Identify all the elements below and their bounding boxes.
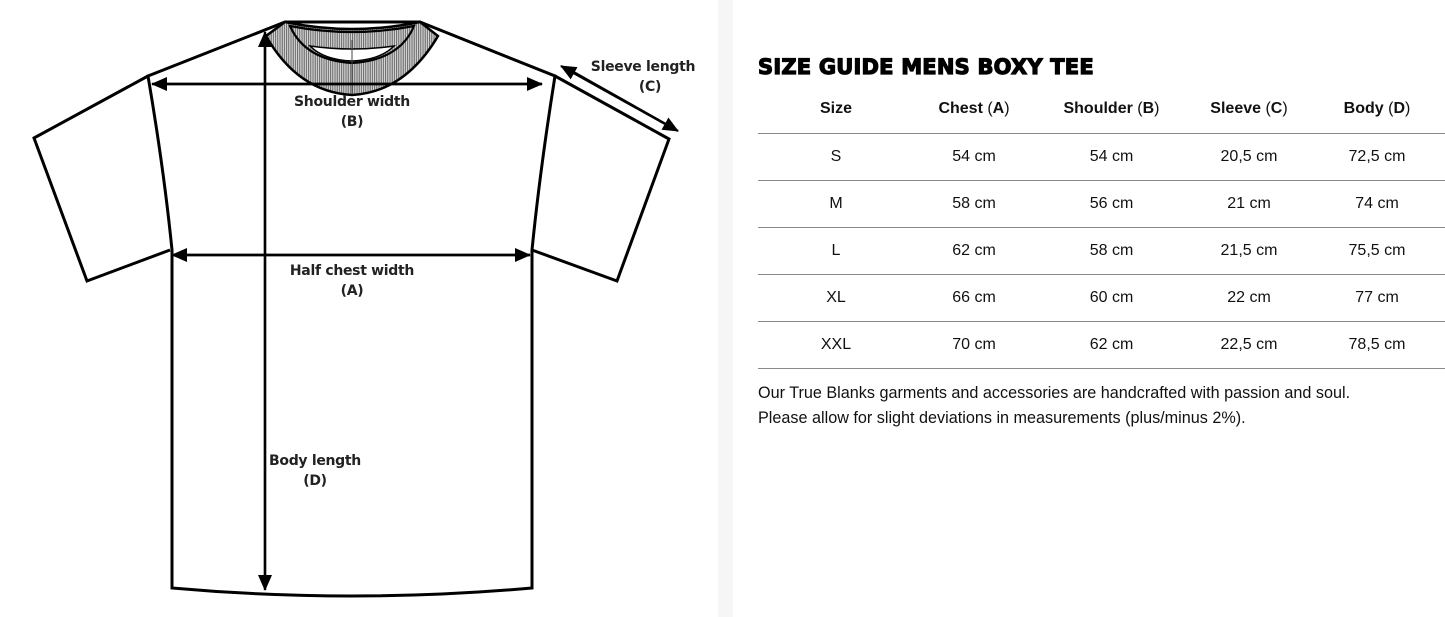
cell-chest: 54 cm [914, 133, 1034, 180]
panel-divider [718, 0, 733, 617]
note-line-1: Our True Blanks garments and accessories are handcrafted with passion and soul. [758, 383, 1351, 402]
size-table [758, 86, 1445, 369]
sleeve-length-name: Sleeve length [590, 59, 696, 75]
sleeve-length-label [580, 57, 706, 97]
cell-body: 75,5 cm [1309, 227, 1445, 274]
cell-shoulder: 54 cm [1034, 133, 1189, 180]
half-chest-label [262, 261, 442, 301]
header-body: Body (D) [1309, 86, 1445, 133]
header-size-label: Size [819, 100, 852, 118]
half-chest-code: (A) [340, 283, 364, 299]
cell-shoulder: 58 cm [1034, 227, 1189, 274]
cell-size: XXL [758, 321, 914, 368]
half-chest-name: Half chest width [289, 263, 415, 279]
cell-size: S [758, 133, 914, 180]
cell-body: 78,5 cm [1309, 321, 1445, 368]
header-sleeve: Sleeve (C) [1189, 86, 1309, 133]
note-line-2: Please allow for slight deviations in measurements (plus/minus 2%). [758, 408, 1246, 427]
header-chest-code: A [992, 100, 1005, 118]
body-length-label [260, 451, 370, 491]
table-row [758, 227, 1445, 274]
body-length-name: Body length [269, 453, 361, 469]
body-length-code: (D) [303, 473, 327, 489]
cell-body: 74 cm [1309, 180, 1445, 227]
header-sleeve-code: C [1270, 100, 1283, 118]
table-row [758, 274, 1445, 321]
cell-sleeve: 22,5 cm [1189, 321, 1309, 368]
header-chest-label: Chest [938, 100, 983, 118]
size-guide-panel [758, 52, 1445, 431]
table-row [758, 133, 1445, 180]
cell-sleeve: 20,5 cm [1189, 133, 1309, 180]
table-row [758, 180, 1445, 227]
table-header-row [758, 86, 1445, 133]
header-shoulder-code: B [1142, 100, 1155, 118]
header-size [758, 86, 914, 133]
cell-body: 72,5 cm [1309, 133, 1445, 180]
cell-sleeve: 22 cm [1189, 274, 1309, 321]
shoulder-width-name: Shoulder width [294, 94, 410, 110]
table-row [758, 321, 1445, 368]
cell-sleeve: 21,5 cm [1189, 227, 1309, 274]
measurement-note [758, 381, 1445, 431]
cell-shoulder: 56 cm [1034, 180, 1189, 227]
shoulder-width-code: (B) [340, 114, 364, 130]
cell-size: L [758, 227, 914, 274]
header-shoulder: Shoulder (B) [1034, 86, 1189, 133]
cell-chest: 66 cm [914, 274, 1034, 321]
shoulder-width-label [262, 92, 442, 132]
header-body-label: Body [1343, 100, 1384, 118]
cell-body: 77 cm [1309, 274, 1445, 321]
cell-size: M [758, 180, 914, 227]
cell-chest: 58 cm [914, 180, 1034, 227]
cell-shoulder: 62 cm [1034, 321, 1189, 368]
cell-sleeve: 21 cm [1189, 180, 1309, 227]
cell-chest: 62 cm [914, 227, 1034, 274]
header-shoulder-label: Shoulder [1063, 100, 1133, 118]
cell-size: XL [758, 274, 914, 321]
cell-chest: 70 cm [914, 321, 1034, 368]
size-guide-title: SIZE GUIDE MENS BOXY TEE [758, 55, 1094, 79]
tshirt-diagram [0, 0, 718, 617]
header-chest: Chest (A) [914, 86, 1034, 133]
cell-shoulder: 60 cm [1034, 274, 1189, 321]
header-body-code: D [1393, 100, 1405, 118]
header-sleeve-label: Sleeve [1210, 100, 1262, 118]
sleeve-length-code: (C) [638, 79, 662, 95]
